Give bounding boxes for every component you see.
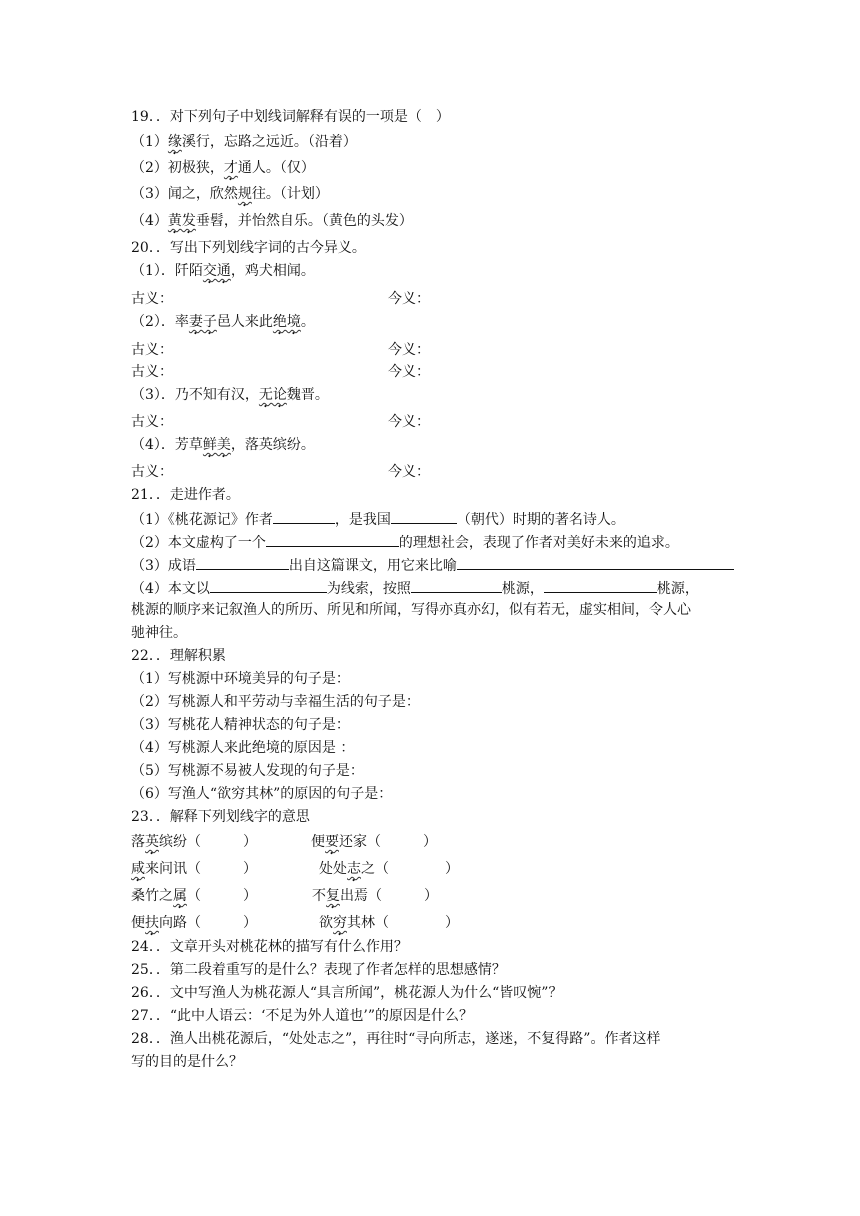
q22-item-5: （5）写桃源不易被人发现的句子是： <box>131 763 364 779</box>
q21-line-4: （4）本文以 为线索，按照 桃源， 桃源， <box>131 578 699 598</box>
answer-blank[interactable] <box>196 555 289 570</box>
answer-blank[interactable] <box>457 555 734 570</box>
q22-item-4: （4）写桃源人来此绝境的原因是 ： <box>131 740 355 756</box>
underlined-word: 英 <box>145 834 159 850</box>
q20-title: 20．．写出下列划线字词的古今异义。 <box>131 240 366 256</box>
q23-item: 不复出焉（ ） <box>312 888 438 904</box>
q23-item: 处处志之（ ） <box>319 861 459 877</box>
q28-line-1: 28．．渔人出桃花源后，“处处志之”，再往时“寻向所志，遂迷，不复得路”。作者这样 <box>131 1031 661 1047</box>
q23-item: 桑竹之属（ ） <box>131 888 257 904</box>
q23-item: 便扶向路（ ） <box>131 915 257 931</box>
q23-item: 便要还家（ ） <box>311 834 437 850</box>
gu-label: 古义： <box>131 342 173 358</box>
underlined-word: 复 <box>326 888 340 904</box>
q24: 24．．文章开头对桃花林的描写有什么作用？ <box>131 939 408 955</box>
q21-line-6: 驰神往。 <box>131 625 187 641</box>
answer-blank[interactable] <box>544 578 657 593</box>
gu-label: 古义： <box>131 364 173 380</box>
underlined-word: 黄发 <box>167 213 196 229</box>
underlined-word: 缘 <box>167 134 182 150</box>
underlined-word: 规 <box>237 186 252 202</box>
jin-label: 今义： <box>388 364 430 380</box>
q20-sentence-4: （4）．芳草鲜美，落英缤纷。 <box>131 437 315 453</box>
q22-title: 22．．理解积累 <box>131 648 226 664</box>
q22-item-6: （6）写渔人“欲穷其林”的原因的句子是： <box>131 786 393 802</box>
q21-line-5: 桃源的顺序来记叙渔人的所历、所见和所闻，写得亦真亦幻，似有若无，虚实相间，令人心 <box>131 602 691 618</box>
q22-item-3: （3）写桃花人精神状态的句子是： <box>131 717 350 733</box>
answer-blank[interactable] <box>411 578 502 593</box>
jin-label: 今义： <box>388 414 430 430</box>
gu-label: 古义： <box>131 291 173 307</box>
q19-option-1: （1）缘溪行，忘路之远近。（沿着） <box>131 134 357 150</box>
answer-blank[interactable] <box>266 532 399 547</box>
q25: 25．．第二段着重写的是什么？表现了作者怎样的思想感情？ <box>131 962 506 978</box>
q21-line-1: （1）《桃花源记》作者 ，是我国 （朝代）时期的著名诗人。 <box>131 509 625 529</box>
q20-sentence-3: （3）．乃不知有汉，无论魏晋。 <box>131 387 329 403</box>
underlined-word: 扶 <box>145 915 159 931</box>
underlined-word: 志 <box>347 861 361 877</box>
q19-option-3: （3）闻之，欣然规往。（计划） <box>131 186 329 202</box>
q28-line-2: 写的目的是什么？ <box>131 1054 243 1070</box>
jin-label: 今义： <box>388 464 430 480</box>
q19-title: 19．．对下列句子中划线词解释有误的一项是（ ） <box>131 109 450 125</box>
q23-item: 落英缤纷（ ） <box>131 834 257 850</box>
q27: 27．．“此中人语云：‘不足为外人道也’”的原因是什么？ <box>131 1008 474 1024</box>
q19-option-2: （2）初极狭，才通人。（仅） <box>131 160 315 176</box>
q21-title: 21．．走进作者。 <box>131 487 240 503</box>
underlined-word: 穷 <box>333 915 347 931</box>
gu-label: 古义： <box>131 464 173 480</box>
q21-line-2: （2）本文虚构了一个 的理想社会，表现了作者对美好未来的追求。 <box>131 532 679 552</box>
q22-item-2: （2）写桃源人和平劳动与幸福生活的句子是： <box>131 694 420 710</box>
underlined-word: 绝境 <box>272 314 301 330</box>
q22-item-1: （1）写桃源中环境美异的句子是： <box>131 671 350 687</box>
q21-line-3: （3）成语 出自这篇课文，用它来比喻 <box>131 555 734 575</box>
answer-blank[interactable] <box>391 509 457 524</box>
underlined-word: 妻子 <box>188 314 217 330</box>
answer-blank[interactable] <box>210 578 327 593</box>
underlined-word: 无论 <box>258 387 287 403</box>
underlined-word: 咸 <box>131 861 145 877</box>
underlined-word: 属 <box>173 888 187 904</box>
gu-label: 古义： <box>131 414 173 430</box>
underlined-word: 交通 <box>202 263 231 279</box>
jin-label: 今义： <box>388 342 430 358</box>
q23-title: 23．．解释下列划线字的意思 <box>131 809 310 825</box>
q23-item: 咸来问讯（ ） <box>131 861 257 877</box>
underlined-word: 鲜美 <box>202 437 231 453</box>
underlined-word: 要 <box>325 834 339 850</box>
underlined-word: 才 <box>223 160 238 176</box>
q26: 26．．文中写渔人为桃花源人“具言所闻”，桃花源人为什么“皆叹惋”？ <box>131 985 563 1001</box>
answer-blank[interactable] <box>273 509 335 524</box>
jin-label: 今义： <box>388 291 430 307</box>
q19-option-4: （4）黄发垂髫，并怡然自乐。（黄色的头发） <box>131 213 413 229</box>
q23-item: 欲穷其林（ ） <box>319 915 459 931</box>
q20-sentence-1: （1）．阡陌交通，鸡犬相闻。 <box>131 263 315 279</box>
q20-sentence-2: （2）．率妻子邑人来此绝境。 <box>131 314 315 330</box>
